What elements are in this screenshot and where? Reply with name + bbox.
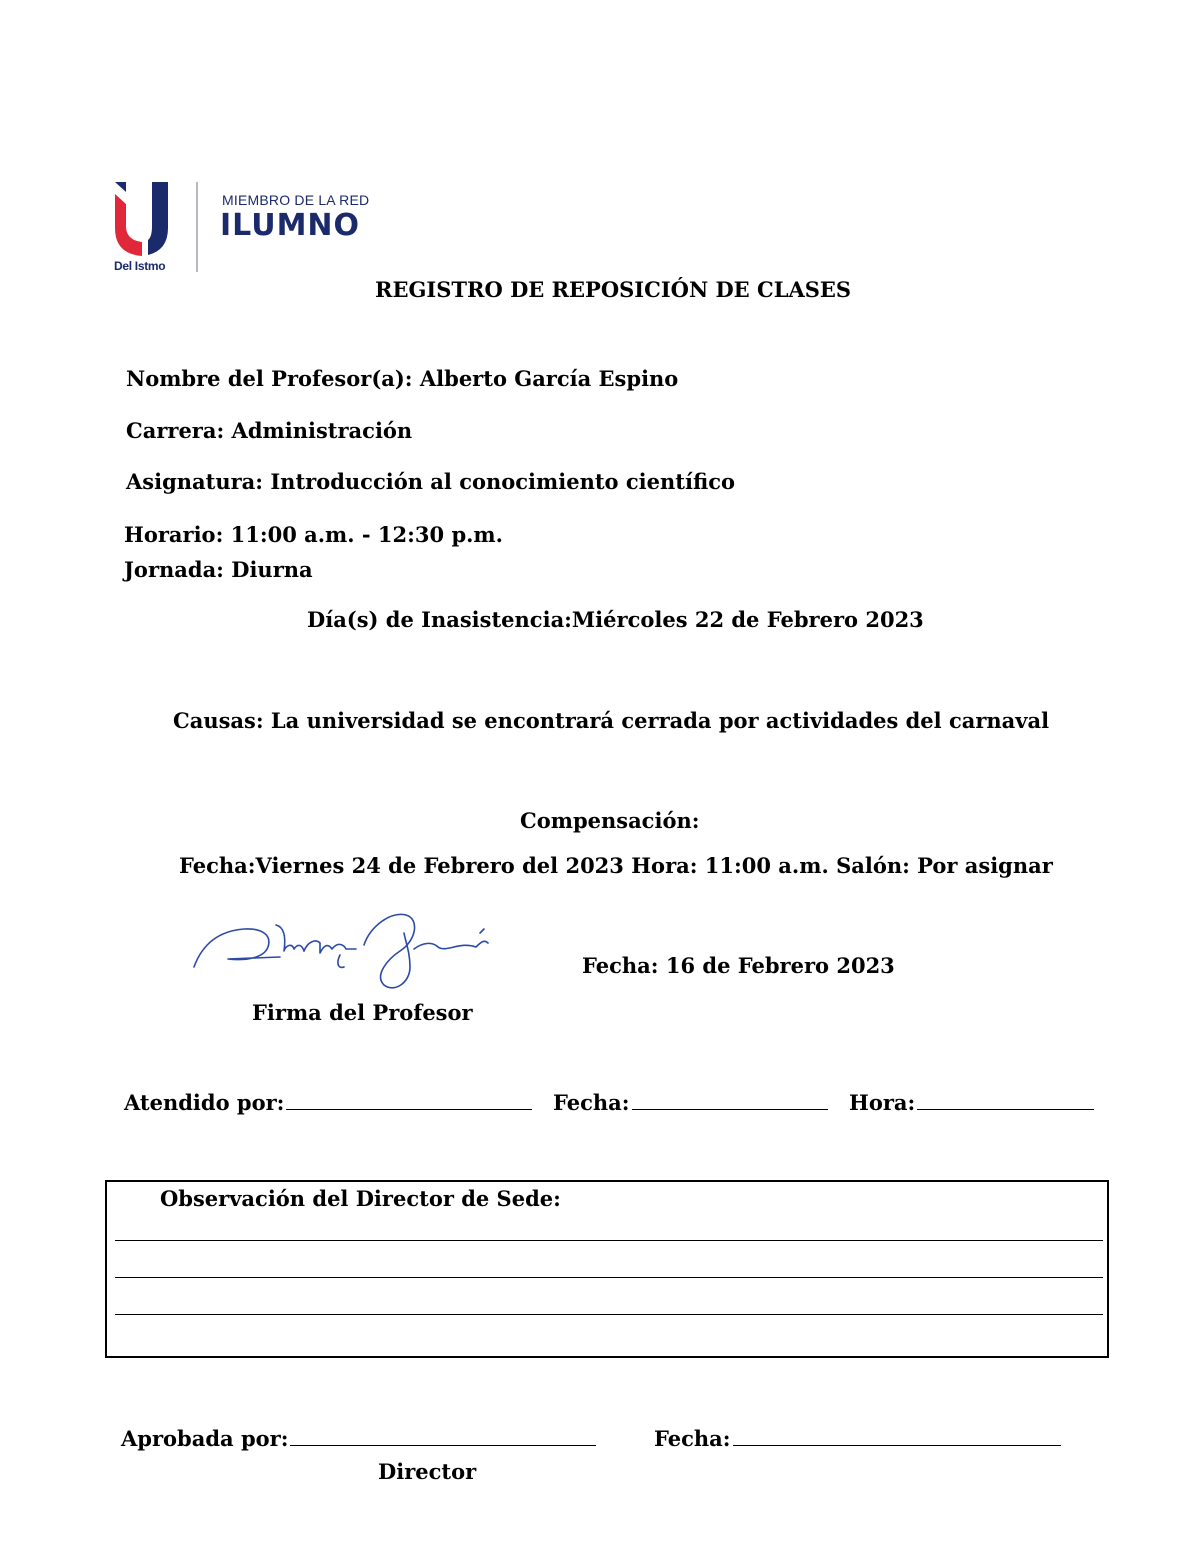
compensation-detail: Fecha:Viernes 24 de Febrero del 2023 Hora: 11:00 a.m. Salón: Por asignar <box>179 853 1053 878</box>
director-label: Director <box>378 1459 477 1484</box>
approved-date-blank[interactable] <box>733 1425 1061 1446</box>
causes-field: Causas: La universidad se encontrará cerrada por actividades del carnaval <box>173 708 1050 733</box>
approved-by-label: Aprobada por: <box>121 1426 289 1451</box>
approved-date-label: Fecha: <box>654 1426 731 1451</box>
attended-date-label: Fecha: <box>553 1090 630 1115</box>
network-tagline: MIEMBRO DE LA RED <box>222 192 370 208</box>
observation-line[interactable] <box>115 1240 1103 1241</box>
professor-signature <box>188 905 498 993</box>
professor-name-field: Nombre del Profesor(a): Alberto García Espino <box>126 366 679 391</box>
document-title: REGISTRO DE REPOSICIÓN DE CLASES <box>375 277 852 302</box>
observation-line[interactable] <box>115 1277 1103 1278</box>
observation-heading: Observación del Director de Sede: <box>160 1186 561 1211</box>
attended-by-blank[interactable] <box>286 1089 532 1110</box>
subject-field: Asignatura: Introducción al conocimiento científico <box>126 469 736 494</box>
signature-date: Fecha: 16 de Febrero 2023 <box>582 953 895 978</box>
shift-field: Jornada: Diurna <box>124 557 313 582</box>
attended-time-blank[interactable] <box>917 1089 1094 1110</box>
logo-subtitle: Del Istmo <box>114 259 166 273</box>
compensation-heading: Compensación: <box>520 808 700 833</box>
attended-time-label: Hora: <box>849 1090 916 1115</box>
attended-by-label: Atendido por: <box>124 1090 285 1115</box>
attended-date-field <box>553 1089 828 1115</box>
attended-date-blank[interactable] <box>632 1089 828 1110</box>
attended-by-field <box>124 1089 532 1115</box>
career-field: Carrera: Administración <box>126 418 413 443</box>
logo-divider <box>196 182 198 272</box>
network-name: ILUMNO <box>220 208 361 243</box>
director-observation-box <box>105 1180 1109 1358</box>
observation-line[interactable] <box>115 1314 1103 1315</box>
absence-day-field: Día(s) de Inasistencia:Miércoles 22 de Febrero 2023 <box>307 607 924 632</box>
approved-by-field <box>121 1425 596 1451</box>
university-logo-icon <box>112 180 172 256</box>
schedule-field: Horario: 11:00 a.m. - 12:30 p.m. <box>124 522 503 547</box>
approved-by-blank[interactable] <box>290 1425 596 1446</box>
attended-time-field <box>849 1089 1094 1115</box>
signature-label: Firma del Profesor <box>252 1000 473 1025</box>
approved-date-field <box>654 1425 1061 1451</box>
